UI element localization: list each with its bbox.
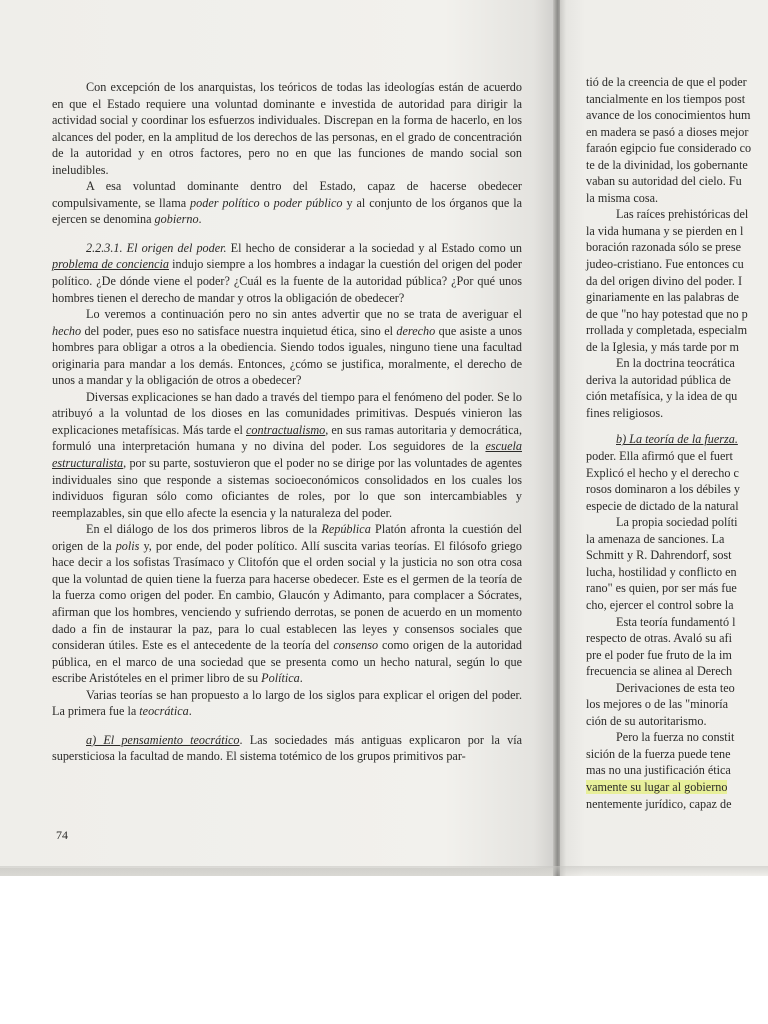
line-text: pre el poder fue fruto de la im (586, 647, 732, 662)
text-run: Platón afronta la cuestión del origen de la (52, 522, 522, 553)
left-page-body (52, 79, 522, 765)
paragraph (52, 687, 522, 720)
page-edge-shadow (0, 866, 768, 876)
line-text: Derivaciones de esta teo (616, 680, 735, 695)
line-text: rosos dominaron a los débiles y (586, 482, 741, 497)
line-text: sición de la fuerza puede tene (586, 746, 731, 761)
page-number: 74 (56, 828, 68, 842)
text-line (586, 431, 768, 448)
text-line (586, 190, 768, 207)
emphasized-text: polis (115, 538, 140, 553)
line-text: en madera se pasó a dioses mejor (586, 124, 749, 139)
text-line (586, 597, 768, 614)
text-run: , por su parte, sostuvieron que el poder no se dirige por las voluntades de agentes individuales sino que responde a sistemas socioeconómicos consolidados en los cuales los individuos figuran sólo como oficiantes de roles, por lo que son intercambiables y reemplazables, sin que ello afecte la esencia y la naturaleza del poder. (52, 456, 522, 520)
text-line (586, 779, 768, 796)
text-run: . (198, 212, 202, 227)
text-run: . (188, 704, 192, 719)
text-line (586, 339, 768, 356)
paragraph (52, 240, 522, 306)
text-line (586, 124, 768, 141)
line-text: Pero la fuerza no constit (616, 730, 735, 745)
text-run: indujo siempre a los hombres a indagar la cuestión del origen del poder político. ¿De dónde viene el poder? ¿Cuál es la fuente de la autoridad pública? ¿Por qué unos hombres tienen el derecho de mandar y otros la obligación de obedecer? (52, 257, 522, 305)
emphasized-text: teocrática (139, 704, 189, 719)
emphasized-text: poder público (273, 195, 343, 210)
text-run: y al conjunto de los órganos que la ejercen se denomina (52, 195, 522, 227)
paragraph (52, 306, 522, 389)
text-line (586, 564, 768, 581)
paragraph (52, 178, 522, 228)
line-text: Esta teoría fundamentó l (616, 614, 736, 629)
text-run: Diversas explicaciones se han dado a través del tiempo para el fenómeno del poder. Se lo atribuyó a la voluntad de los dioses en las comunidades primitivas. Después vinieron las explicaciones metafísicas. Más tarde el (52, 389, 522, 437)
text-line (586, 355, 768, 372)
text-line (586, 696, 768, 713)
line-text: ginariamente en las palabras de (586, 290, 739, 305)
text-line (586, 140, 768, 157)
line-text: avance de los conocimientos hum (586, 108, 751, 123)
paragraph (52, 732, 522, 765)
text-line (586, 388, 768, 405)
right-page-body (586, 74, 768, 812)
text-run: del poder, pues eso no satisface nuestra inquietud ética, sino el (81, 323, 397, 338)
text-line (586, 74, 768, 91)
text-line (586, 531, 768, 548)
line-text: tancialmente en los tiempos post (586, 91, 746, 106)
text-line (586, 107, 768, 124)
line-text: nentemente jurídico, capaz de (586, 796, 732, 811)
text-line (586, 273, 768, 290)
emphasized-text: gobierno (154, 212, 199, 227)
text-line (586, 306, 768, 323)
line-text: vaban su autoridad del cielo. Fu (586, 174, 742, 189)
line-text: la vida humana y se pierden en l (586, 223, 744, 238)
text-line (586, 289, 768, 306)
text-run: . Las sociedades más antiguas explicaron por la vía supersticiosa la facultad de mando. El sistema totémico de los grupos primitivos par- (52, 732, 522, 764)
emphasized-text: 2.2.3.1. El origen del poder. (86, 240, 227, 255)
line-text: En la doctrina teocrática (616, 356, 735, 371)
text-run: que asiste a unos hombres para obligar a otros a la obediencia. Siendo todos iguales, ninguno tiene una facultad originaria para mandar a los demás. Entonces, ¿cómo se justifica, moralmente, el derecho de unos a mandar y la obligación de otros a obedecer? (52, 323, 522, 388)
text-line (586, 614, 768, 631)
text-run: o (259, 195, 274, 210)
text-run: y, por ende, del poder político. Allí suscita varias teorías. El filósofo griego hace decir a los sofistas Trasímaco y Clitofón que el orden social y la justicia no son otra cosa que la voluntad de quien tiene la fuerza para hacerse obedecer. Este es el germen de la teoría de la fuerza como origen del poder. En cambio, Glaucón y Adimanto, para complacer a Sócrates, afirman que los hombres, venciendo y sufriendo derrotas, se ponen de acuerdo en un momento dado a fin de instaurar la paz, para lo cual establecen las leyes y consensos sociales que consideran útiles. Este es el antecedente de la teoría del (52, 538, 522, 653)
emphasized-text: República (321, 522, 371, 537)
text-line (586, 322, 768, 339)
text-line (586, 580, 768, 597)
line-text: ción de su autoritarismo. (586, 713, 707, 728)
text-run: . (299, 671, 303, 686)
emphasized-text: contractualismo (246, 422, 326, 437)
text-run: El hecho de considerar a la sociedad y al Estado como un (226, 240, 523, 255)
paragraph (52, 389, 522, 521)
line-text: te de la divinidad, los gobernante (586, 157, 748, 172)
line-text: La propia sociedad políti (616, 515, 738, 530)
line-text: ción metafísica, y la idea de qu (586, 389, 738, 404)
text-run: como origen de la autoridad pública, en el marco de una sociedad que se presenta como un hecho natural, según lo que escribe Aristóteles en el primer libro de su (52, 638, 522, 686)
text-line (586, 547, 768, 564)
text-line (586, 680, 768, 697)
text-line (586, 481, 768, 498)
right-page (560, 0, 768, 876)
line-text: tió de la creencia de que el poder (586, 75, 747, 89)
text-run: Lo veremos a continuación pero no sin antes advertir que no se trata de averiguar el (86, 307, 522, 322)
text-line (586, 630, 768, 647)
text-line (586, 173, 768, 190)
line-text: lucha, hostilidad y conflicto en (586, 564, 737, 579)
paragraph: Con excepción de los anarquistas, los teóricos de todas las ideologías están de acuerdo en que el Estado requiere una voluntad dominante e investida de autoridad para dirigir la actividad social y coordinar los esfuerzos individuales. Discrepan en la forma de hacerlo, en los alcances del poder, en la amplitud de los derechos de las personas, en el grado de concentración de la autoridad y en otros factores, pero no en que las funciones de mando social son ineludibles. (52, 80, 522, 177)
emphasized-text: poder político (190, 195, 260, 210)
text-line (586, 239, 768, 256)
line-text: los mejores o de las "minoría (586, 697, 729, 712)
line-text: rrollada y completada, especialm (586, 323, 748, 338)
line-text: judeo-cristiano. Fue entonces cu (586, 257, 744, 272)
text-run: Varias teorías se han propuesto a lo largo de los siglos para explicar el origen del poder. La primera fue la (52, 687, 522, 719)
emphasized-text: problema de conciencia (52, 257, 169, 272)
text-line (586, 729, 768, 746)
text-line (586, 465, 768, 482)
line-text: faraón egipcio fue considerado co (586, 141, 752, 156)
text-line (586, 206, 768, 223)
paragraph (52, 521, 522, 686)
line-text: Las raíces prehistóricas del (616, 207, 749, 222)
text-line (586, 91, 768, 108)
line-text: poder. Ella afirmó que el fuert (586, 449, 733, 464)
line-text: especie de dictado de la natural (586, 498, 739, 513)
emphasized-text: a) El pensamiento teocrático (86, 732, 240, 747)
emphasized-text: escuela estructuralista (52, 439, 522, 471)
line-text: de la Iglesia, y más tarde por m (586, 339, 739, 354)
line-text: deriva la autoridad pública de (586, 372, 731, 387)
line-text: fines religiosos. (586, 405, 664, 420)
emphasized-text: derecho (396, 323, 436, 338)
line-text: respecto de otras. Avaló su afi (586, 631, 732, 646)
text-line (586, 448, 768, 465)
paragraph-gap (586, 421, 768, 431)
line-text: la amenaza de sanciones. La (586, 531, 725, 546)
text-line (586, 223, 768, 240)
line-text: de que "no hay potestad que no p (586, 306, 748, 321)
text-line (586, 713, 768, 730)
line-text: da del origen divino del poder. I (586, 273, 743, 288)
line-text: vamente su lugar al gobierno (586, 779, 728, 794)
emphasized-text: hecho (52, 323, 82, 338)
text-run: A esa voluntad dominante dentro del Estado, capaz de hacerse obedecer compulsivamente, se llama (52, 179, 522, 210)
line-text: Schmitt y R. Dahrendorf, sost (586, 548, 732, 563)
emphasized-text: Política (261, 671, 300, 686)
line-text: b) La teoría de la fuerza. (616, 432, 738, 447)
text-line (586, 157, 768, 174)
text-line (586, 256, 768, 273)
line-text: rano" es quien, por ser más fue (586, 581, 737, 596)
emphasized-text: consenso (333, 638, 379, 653)
line-text: mas no una justificación ética (586, 763, 731, 778)
line-text: Explicó el hecho y el derecho c (586, 465, 739, 480)
text-line (586, 647, 768, 664)
line-text: frecuencia se alinea al Derech (586, 664, 733, 679)
text-run: , en sus ramas autoritaria y democrática, formuló una interpretación humana y no divina del poder. Los seguidores de la (52, 422, 522, 454)
text-line (586, 746, 768, 763)
text-line (586, 762, 768, 779)
line-text: cho, ejercer el control sobre la (586, 597, 734, 612)
text-line (586, 796, 768, 813)
line-text: boración razonada sólo se prese (586, 240, 741, 255)
text-line (586, 498, 768, 515)
text-run: En el diálogo de los dos primeros libros de la (86, 522, 322, 537)
text-line (586, 514, 768, 531)
text-line (586, 372, 768, 389)
text-line (586, 663, 768, 680)
text-line (586, 405, 768, 422)
line-text: la misma cosa. (586, 190, 659, 205)
